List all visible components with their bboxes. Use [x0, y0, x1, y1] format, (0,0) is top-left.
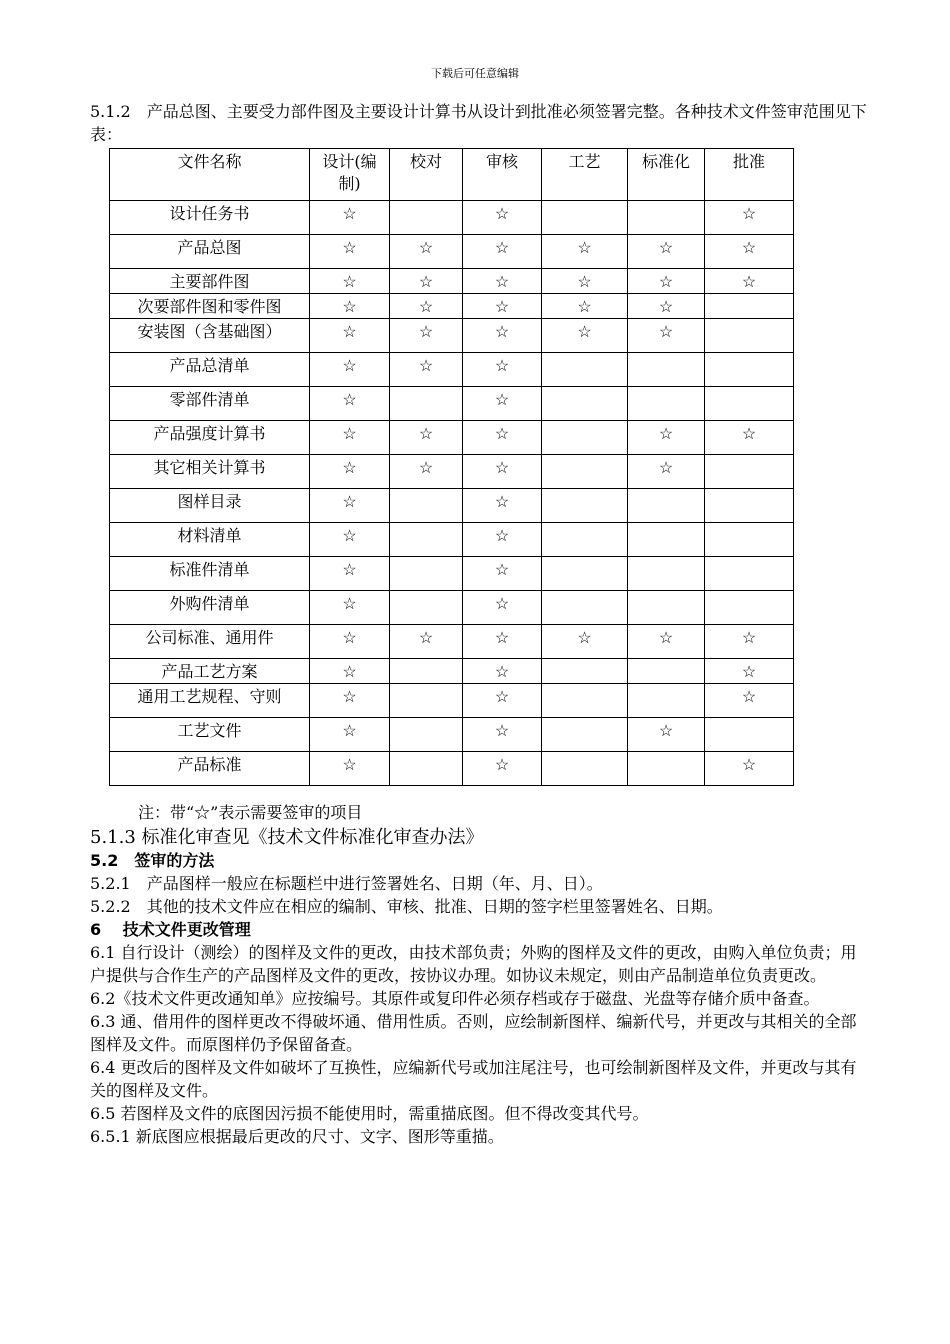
- empty-cell: [542, 455, 628, 489]
- table-row: [110, 387, 794, 421]
- document-name-cell: 产品总图: [110, 235, 310, 269]
- star-mark-cell: ☆: [310, 591, 390, 625]
- empty-cell: [628, 201, 705, 235]
- document-name-cell: 产品总清单: [110, 353, 310, 387]
- empty-cell: [628, 523, 705, 557]
- document-name-cell: 产品强度计算书: [110, 421, 310, 455]
- star-mark-cell: ☆: [310, 235, 390, 269]
- body-text: [90, 826, 870, 1148]
- empty-cell: [705, 387, 794, 421]
- star-mark-cell: ☆: [310, 557, 390, 591]
- empty-cell: [705, 455, 794, 489]
- paragraph: 5.2.1 产品图样一般应在标题栏中进行签署姓名、日期（年、月、日）。: [90, 874, 603, 893]
- star-mark-cell: ☆: [705, 421, 794, 455]
- table-row: [110, 752, 794, 786]
- section-heading: 6 技术文件更改管理: [90, 920, 251, 939]
- star-mark-cell: ☆: [310, 625, 390, 659]
- star-mark-cell: ☆: [463, 684, 542, 718]
- paragraph: 6.2《技术文件更改通知单》应按编号。其原件或复印件必须存档或存于磁盘、光盘等存储介质中备查。: [90, 989, 820, 1008]
- empty-cell: [390, 523, 463, 557]
- empty-cell: [542, 201, 628, 235]
- star-mark-cell: ☆: [310, 523, 390, 557]
- star-mark-cell: ☆: [542, 294, 628, 319]
- empty-cell: [705, 489, 794, 523]
- empty-cell: [705, 591, 794, 625]
- paragraph: 6.1 自行设计（测绘）的图样及文件的更改，由技术部负责；外购的图样及文件的更改，由购入单位负责；用户提供与合作生产的产品图样及文件的更改，按协议办理。如协议未规定，则由产品制造单位负责更改。: [90, 943, 857, 985]
- star-mark-cell: ☆: [463, 353, 542, 387]
- empty-cell: [390, 557, 463, 591]
- star-mark-cell: ☆: [310, 201, 390, 235]
- empty-cell: [542, 353, 628, 387]
- document-name-cell: 工艺文件: [110, 718, 310, 752]
- column-header: 校对: [390, 149, 463, 201]
- star-mark-cell: ☆: [463, 387, 542, 421]
- star-mark-cell: ☆: [628, 625, 705, 659]
- column-header: 工艺: [542, 149, 628, 201]
- document-name-cell: 主要部件图: [110, 269, 310, 294]
- paragraph: 5.1.3 标准化审查见《技术文件标准化审查办法》: [90, 827, 484, 848]
- empty-cell: [705, 294, 794, 319]
- empty-cell: [705, 319, 794, 353]
- star-mark-cell: ☆: [628, 235, 705, 269]
- star-mark-cell: ☆: [390, 235, 463, 269]
- document-name-cell: 次要部件图和零件图: [110, 294, 310, 319]
- star-mark-cell: ☆: [542, 625, 628, 659]
- paragraph: 5.2.2 其他的技术文件应在相应的编制、审核、批准、日期的签字栏里签署姓名、日期。: [90, 897, 723, 916]
- star-mark-cell: ☆: [705, 659, 794, 684]
- intro-paragraph: 5.1.2 产品总图、主要受力部件图及主要设计计算书从设计到批准必须签署完整。各种技术文件签审范围见下表：: [90, 102, 867, 144]
- document-name-cell: 材料清单: [110, 523, 310, 557]
- table-row: [110, 718, 794, 752]
- table-header: [110, 149, 794, 201]
- table-row: [110, 353, 794, 387]
- empty-cell: [542, 718, 628, 752]
- empty-cell: [390, 684, 463, 718]
- star-mark-cell: ☆: [390, 294, 463, 319]
- star-mark-cell: ☆: [542, 235, 628, 269]
- star-mark-cell: ☆: [310, 489, 390, 523]
- table-body: [110, 201, 794, 786]
- empty-cell: [542, 659, 628, 684]
- empty-cell: [390, 752, 463, 786]
- star-mark-cell: ☆: [390, 455, 463, 489]
- section-heading: 5.2 签审的方法: [90, 851, 215, 870]
- empty-cell: [390, 201, 463, 235]
- star-mark-cell: ☆: [628, 319, 705, 353]
- table-row: [110, 294, 794, 319]
- star-mark-cell: ☆: [705, 235, 794, 269]
- table-row: [110, 421, 794, 455]
- empty-cell: [542, 489, 628, 523]
- header-note: 下载后可任意编辑: [431, 67, 519, 80]
- empty-cell: [628, 557, 705, 591]
- document-name-cell: 零部件清单: [110, 387, 310, 421]
- empty-cell: [542, 387, 628, 421]
- table-note: 注：带“☆”表示需要签审的项目: [138, 803, 363, 822]
- document-name-cell: 标准件清单: [110, 557, 310, 591]
- star-mark-cell: ☆: [390, 625, 463, 659]
- table-row: [110, 523, 794, 557]
- document-name-cell: 通用工艺规程、守则: [110, 684, 310, 718]
- star-mark-cell: ☆: [463, 523, 542, 557]
- star-mark-cell: ☆: [310, 659, 390, 684]
- star-mark-cell: ☆: [310, 421, 390, 455]
- star-mark-cell: ☆: [463, 625, 542, 659]
- star-mark-cell: ☆: [463, 591, 542, 625]
- star-mark-cell: ☆: [542, 319, 628, 353]
- document-name-cell: 外购件清单: [110, 591, 310, 625]
- star-mark-cell: ☆: [463, 752, 542, 786]
- star-mark-cell: ☆: [463, 421, 542, 455]
- star-mark-cell: ☆: [463, 319, 542, 353]
- empty-cell: [628, 659, 705, 684]
- star-mark-cell: ☆: [463, 718, 542, 752]
- star-mark-cell: ☆: [628, 718, 705, 752]
- star-mark-cell: ☆: [542, 269, 628, 294]
- star-mark-cell: ☆: [463, 235, 542, 269]
- document-name-cell: 图样目录: [110, 489, 310, 523]
- empty-cell: [542, 421, 628, 455]
- star-mark-cell: ☆: [310, 684, 390, 718]
- empty-cell: [628, 591, 705, 625]
- table-row: [110, 557, 794, 591]
- star-mark-cell: ☆: [463, 294, 542, 319]
- empty-cell: [542, 752, 628, 786]
- table-row: [110, 684, 794, 718]
- column-header: 文件名称: [110, 149, 310, 201]
- column-header: 设计(编制): [310, 149, 390, 201]
- star-mark-cell: ☆: [310, 319, 390, 353]
- star-mark-cell: ☆: [310, 294, 390, 319]
- star-mark-cell: ☆: [705, 625, 794, 659]
- star-mark-cell: ☆: [705, 201, 794, 235]
- empty-cell: [628, 752, 705, 786]
- empty-cell: [628, 387, 705, 421]
- star-mark-cell: ☆: [463, 489, 542, 523]
- empty-cell: [705, 557, 794, 591]
- document-name-cell: 产品标准: [110, 752, 310, 786]
- star-mark-cell: ☆: [463, 557, 542, 591]
- paragraph: 6.4 更改后的图样及文件如破坏了互换性，应编新代号或加注尾注号，也可绘制新图样及文件，并更改与其有关的图样及文件。: [90, 1058, 857, 1100]
- star-mark-cell: ☆: [463, 201, 542, 235]
- empty-cell: [542, 684, 628, 718]
- document-name-cell: 其它相关计算书: [110, 455, 310, 489]
- paragraph: 6.5.1 新底图应根据最后更改的尺寸、文字、图形等重描。: [90, 1127, 504, 1146]
- document-name-cell: 安装图（含基础图）: [110, 319, 310, 353]
- table-row: [110, 235, 794, 269]
- document-name-cell: 产品工艺方案: [110, 659, 310, 684]
- star-mark-cell: ☆: [390, 353, 463, 387]
- paragraph: 6.3 通、借用件的图样更改不得破坏通、借用性质。否则，应绘制新图样、编新代号，并更改与其相关的全部图样及文件。而原图样仍予保留备查。: [90, 1012, 857, 1054]
- star-mark-cell: ☆: [310, 752, 390, 786]
- star-mark-cell: ☆: [310, 353, 390, 387]
- table-header-row: [110, 149, 794, 201]
- empty-cell: [542, 557, 628, 591]
- star-mark-cell: ☆: [390, 319, 463, 353]
- table-row: [110, 319, 794, 353]
- star-mark-cell: ☆: [628, 421, 705, 455]
- star-mark-cell: ☆: [310, 387, 390, 421]
- star-mark-cell: ☆: [310, 455, 390, 489]
- column-header: 标准化: [628, 149, 705, 201]
- table-row: [110, 201, 794, 235]
- star-mark-cell: ☆: [390, 421, 463, 455]
- table-row: [110, 625, 794, 659]
- empty-cell: [628, 684, 705, 718]
- column-header: 审核: [463, 149, 542, 201]
- signoff-table: [109, 148, 794, 786]
- star-mark-cell: ☆: [463, 455, 542, 489]
- document-name-cell: 公司标准、通用件: [110, 625, 310, 659]
- table-row: [110, 659, 794, 684]
- star-mark-cell: ☆: [628, 455, 705, 489]
- empty-cell: [705, 523, 794, 557]
- star-mark-cell: ☆: [310, 269, 390, 294]
- star-mark-cell: ☆: [390, 269, 463, 294]
- empty-cell: [390, 659, 463, 684]
- table-row: [110, 591, 794, 625]
- star-mark-cell: ☆: [628, 294, 705, 319]
- star-mark-cell: ☆: [463, 269, 542, 294]
- star-mark-cell: ☆: [628, 269, 705, 294]
- empty-cell: [390, 718, 463, 752]
- star-mark-cell: ☆: [463, 659, 542, 684]
- star-mark-cell: ☆: [705, 752, 794, 786]
- table-row: [110, 455, 794, 489]
- empty-cell: [705, 718, 794, 752]
- column-header: 批准: [705, 149, 794, 201]
- paragraph: 6.5 若图样及文件的底图因污损不能使用时，需重描底图。但不得改变其代号。: [90, 1104, 649, 1123]
- empty-cell: [628, 353, 705, 387]
- document-name-cell: 设计任务书: [110, 201, 310, 235]
- empty-cell: [390, 591, 463, 625]
- empty-cell: [390, 387, 463, 421]
- empty-cell: [628, 489, 705, 523]
- star-mark-cell: ☆: [310, 718, 390, 752]
- star-mark-cell: ☆: [705, 269, 794, 294]
- star-mark-cell: ☆: [705, 684, 794, 718]
- empty-cell: [542, 523, 628, 557]
- empty-cell: [390, 489, 463, 523]
- table-row: [110, 489, 794, 523]
- empty-cell: [705, 353, 794, 387]
- table-row: [110, 269, 794, 294]
- empty-cell: [542, 591, 628, 625]
